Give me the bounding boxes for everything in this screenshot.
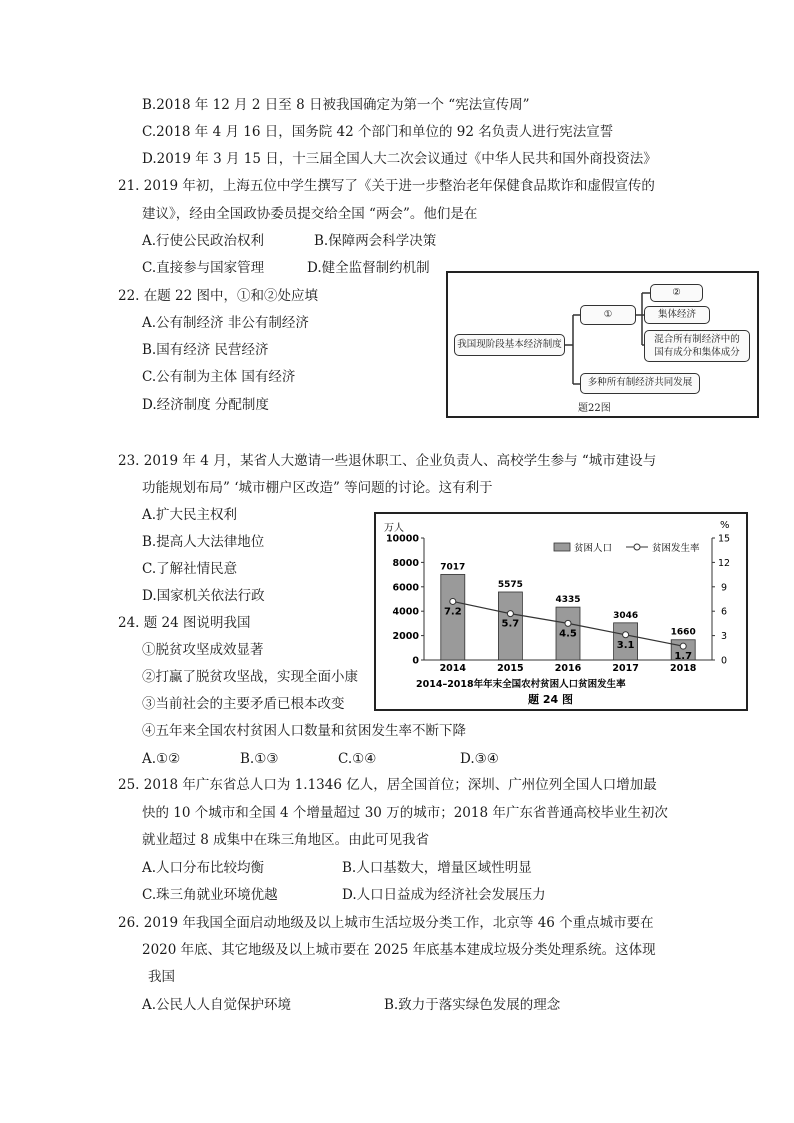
- q24-statement-3: ③当前社会的主要矛盾已根本改变: [142, 696, 345, 712]
- node-2-box: ②: [650, 284, 703, 302]
- q22-option-a: A.公有制经济 非公有制经济: [142, 315, 309, 331]
- q23-option-b: B.提高人大法律地位: [142, 534, 265, 550]
- figure-22-caption: 题22图: [578, 403, 611, 414]
- rate-point-2018: [680, 643, 686, 649]
- q26-stem-line1: 26. 2019 年我国全面启动地级及以上城市生活垃圾分类工作，北京等 46 个重点城市要在: [118, 915, 654, 931]
- y-left-tick-label: 6000: [392, 582, 419, 594]
- q26-stem-line2: 2020 年底、其它地级及以上城市要在 2025 年底基本建成垃圾分类处理系统。这体现: [142, 942, 656, 958]
- legend-bar-label: 贫困人口: [574, 543, 613, 554]
- rate-value-label: 3.1: [616, 639, 635, 651]
- q20-option-b: B.2018 年 12 月 2 日至 8 日被我国确定为第一个 “宪法宣传周”: [142, 97, 530, 113]
- q23-stem-line2: 功能规划布局” ‘城市棚户区改造” 等问题的讨论。这有利于: [142, 480, 493, 496]
- legend-line-label: 贫困发生率: [652, 543, 700, 554]
- poverty-chart: [376, 514, 746, 709]
- mixed-ownership-line1: 混合所有制经济中的: [654, 334, 740, 345]
- q24-stem: 24. 题 24 图说明我国: [118, 615, 251, 631]
- legend-line-marker: [634, 544, 640, 550]
- q25-stem-line3: 就业超过 8 成集中在珠三角地区。由此可见我省: [142, 832, 430, 848]
- node-1-box: ①: [580, 305, 636, 325]
- q25-option-d: D.人口日益成为经济社会发展压力: [342, 887, 546, 903]
- y-left-tick-label: 0: [412, 655, 419, 667]
- q23-stem-line1: 23. 2019 年 4 月，某省人大邀请一些退休职工、企业负责人、高校学生参与 “城市建设与: [118, 453, 657, 469]
- y-right-tick-label: 9: [720, 582, 728, 594]
- y-left-tick-label: 8000: [392, 557, 419, 569]
- y-right-tick-label: 12: [717, 557, 731, 569]
- bar-value-label: 3046: [613, 610, 639, 621]
- x-tick-label: 2017: [612, 663, 639, 674]
- y-right-unit: %: [720, 520, 730, 531]
- y-left-unit: 万人: [384, 523, 404, 534]
- rate-value-label: 7.2: [443, 606, 462, 618]
- y-right-tick-label: 15: [717, 533, 731, 545]
- rate-value-label: 1.7: [674, 651, 693, 663]
- x-tick-label: 2016: [554, 663, 582, 674]
- q24-statement-4: ④五年来全国农村贫困人口数量和贫困发生率不断下降: [142, 723, 466, 739]
- q26-option-a: A.公民人人自觉保护环境: [142, 997, 292, 1013]
- bar-value-label: 7017: [440, 562, 466, 573]
- q22-option-d: D.经济制度 分配制度: [142, 397, 269, 413]
- q26-option-b: B.致力于落实绿色发展的理念: [384, 997, 561, 1013]
- q21-stem-line1: 21. 2019 年初，上海五位中学生撰写了《关于进一步整治老年保健食品欺诈和虚假宣传的: [118, 178, 655, 194]
- q25-stem-line2: 快的 10 个城市和全国 4 个增量超过 30 万的城市；2018 年广东省普通高校毕业生初次: [142, 805, 668, 821]
- q25-option-c: C.珠三角就业环境优越: [142, 887, 278, 903]
- q22-stem: 22. 在题 22 图中，①和②处应填: [118, 288, 319, 304]
- y-left-tick-label: 4000: [392, 606, 419, 618]
- y-right-tick-label: 0: [720, 655, 728, 667]
- q20-option-c: C.2018 年 4 月 16 日，国务院 42 个部门和单位的 92 名负责人进行宪法宣誓: [142, 124, 614, 140]
- x-tick-label: 2014: [439, 663, 467, 674]
- q23-option-a: A.扩大民主权利: [142, 507, 238, 523]
- q24-option-d: D.③④: [460, 751, 499, 767]
- legend-bar-swatch: [554, 543, 570, 551]
- chart-caption: 题 24 图: [528, 693, 573, 706]
- q23-option-c: C.了解社情民意: [142, 561, 238, 577]
- q24-option-b: B.①③: [240, 751, 279, 767]
- x-tick-label: 2015: [497, 663, 524, 674]
- q21-option-a: A.行使公民政治权利: [142, 233, 265, 249]
- x-tick-label: 2018: [669, 663, 697, 674]
- q26-stem-line3: 我国: [148, 969, 175, 985]
- y-right-tick-label: 6: [720, 606, 728, 618]
- multi-ownership-box: 多种所有制经济共同发展: [580, 373, 700, 394]
- bar-value-label: 5575: [497, 579, 523, 590]
- mixed-ownership-box: [644, 330, 750, 362]
- chart-legend: [554, 542, 700, 554]
- figure-22: [446, 271, 759, 418]
- q22-option-b: B.国有经济 民营经济: [142, 342, 269, 358]
- rate-point-2017: [623, 632, 629, 638]
- bar-value-label: 1660: [670, 627, 696, 638]
- rate-value-label: 5.7: [501, 618, 520, 630]
- rate-value-label: 4.5: [559, 628, 577, 640]
- q25-stem-line1: 25. 2018 年广东省总人口为 1.1346 亿人，居全国首位；深圳、广州位列全国人口增加最: [118, 777, 657, 793]
- figure-24: [374, 512, 748, 711]
- chart-title: 2014–2018年年末全国农村贫困人口贫困发生率: [416, 679, 626, 690]
- q22-option-c: C.公有制为主体 国有经济: [142, 369, 296, 385]
- mixed-ownership-line2: 国有成分和集体成分: [654, 347, 740, 358]
- q21-stem-line2: 建议》，经由全国政协委员提交给全国 “两会”。他们是在: [142, 206, 478, 222]
- q24-statement-1: ①脱贫攻坚成效显著: [142, 642, 264, 658]
- q20-option-d: D.2019 年 3 月 15 日，十三届全国人大二次会议通过《中华人民共和国外商投资法》: [142, 151, 657, 167]
- q25-option-a: A.人口分布比较均衡: [142, 860, 265, 876]
- y-left-tick-label: 2000: [392, 631, 419, 643]
- q21-option-b: B.保障两会科学决策: [314, 233, 437, 249]
- q21-option-d: D.健全监督制约机制: [307, 260, 430, 276]
- rate-point-2014: [450, 598, 456, 604]
- q24-statement-2: ②打赢了脱贫攻坚战，实现全面小康: [142, 669, 358, 685]
- y-left-tick-label: 10000: [385, 533, 419, 545]
- y-right-tick-label: 3: [720, 631, 728, 643]
- rate-point-2015: [507, 611, 513, 617]
- q24-option-c: C.①④: [338, 751, 377, 767]
- root-box: 我国现阶段基本经济制度: [454, 334, 565, 356]
- q21-option-c: C.直接参与国家管理: [142, 260, 265, 276]
- collective-economy-box: 集体经济: [644, 306, 710, 324]
- rate-point-2016: [565, 620, 571, 626]
- q24-option-a: A.①②: [142, 751, 181, 767]
- bar-value-label: 4335: [555, 595, 581, 606]
- q23-option-d: D.国家机关依法行政: [142, 588, 265, 604]
- q25-option-b: B.人口基数大，增量区域性明显: [342, 860, 532, 876]
